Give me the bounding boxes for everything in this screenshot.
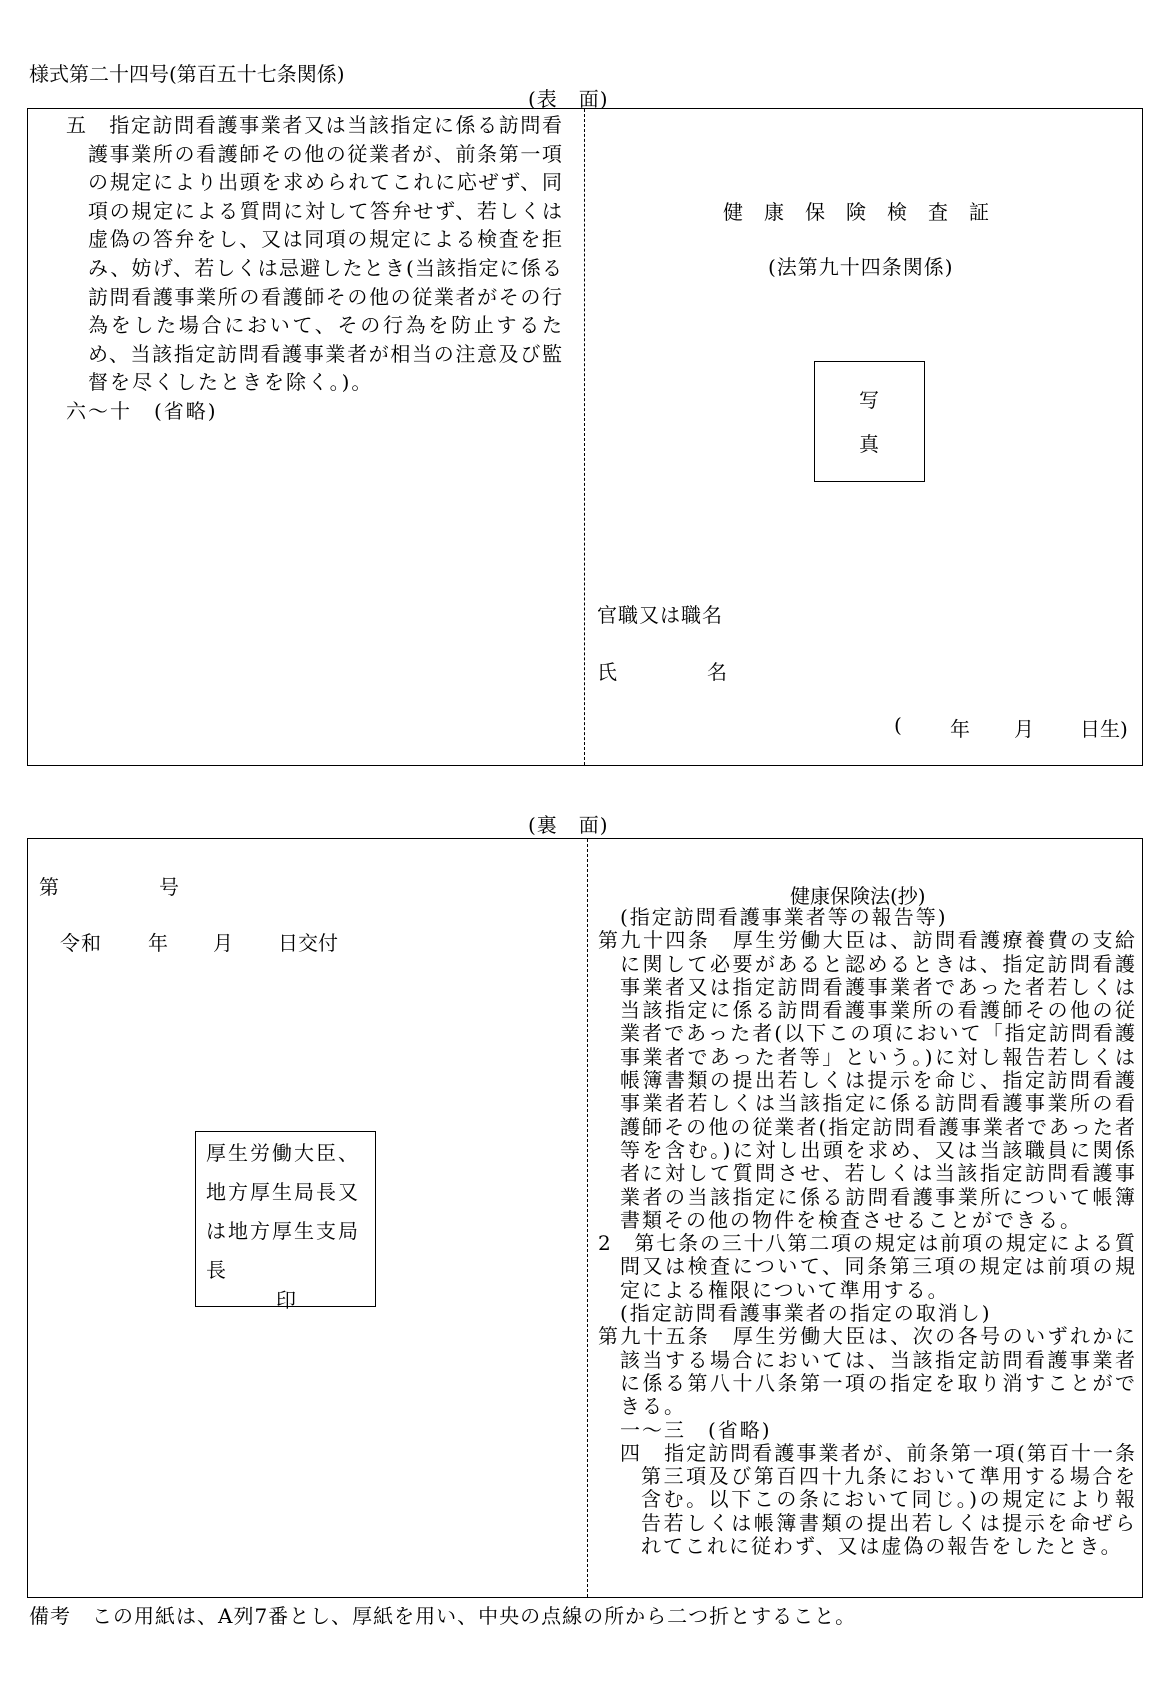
photo-box bbox=[814, 361, 925, 482]
text-line: 定による権限について準用する。 bbox=[620, 1277, 950, 1302]
text-line: に係る第八十八条第一項の指定を取り消すことがで bbox=[620, 1370, 1135, 1395]
position-label: 官職又は職名 bbox=[597, 603, 723, 627]
name-label-1: 氏 bbox=[597, 660, 617, 684]
law-text bbox=[598, 906, 1135, 1558]
seal-box bbox=[195, 1131, 376, 1312]
text-line: 該当する場合においては、当該指定訪問看護事業者 bbox=[620, 1347, 1135, 1372]
photo-label-1: 写 bbox=[859, 388, 879, 412]
front-left-text bbox=[66, 111, 562, 426]
text-line: 事業者であった者等」という。)に対し報告若しくは bbox=[620, 1044, 1135, 1069]
front-card bbox=[27, 108, 1143, 766]
text-line: め、当該指定訪問看護事業者が相当の注意及び監 bbox=[88, 341, 562, 366]
text-line: 業者の当該指定に係る訪問看護事業所について帳簿 bbox=[620, 1184, 1135, 1209]
form-title: 様式第二十四号(第百五十七条関係) bbox=[29, 62, 345, 86]
issue-month: 月 bbox=[213, 931, 233, 955]
text-line: 含む。以下この条において同じ。)の規定により報 bbox=[641, 1487, 1135, 1512]
text-line: 第九十五条 厚生労働大臣は、次の各号のいずれかに bbox=[598, 1324, 1135, 1349]
issue-day: 日交付 bbox=[278, 931, 338, 955]
seal-mark: 印 bbox=[276, 1288, 296, 1312]
text-line: 者に対して質問させ、若しくは当該指定訪問看護事 bbox=[620, 1161, 1135, 1186]
text-line: 第九十四条 厚生労働大臣は、訪問看護療養費の支給 bbox=[598, 928, 1135, 953]
seal-line: 地方厚生局長又 bbox=[206, 1180, 360, 1204]
photo-label-2: 真 bbox=[859, 432, 879, 456]
birth-day: 日生) bbox=[1080, 717, 1128, 741]
text-line: 訪問看護事業所の看護師その他の従業者がその行 bbox=[88, 284, 562, 309]
law-heading: (指定訪問看護事業者等の報告等) bbox=[620, 905, 948, 929]
text-line: 為をした場合において、その行為を防止するた bbox=[88, 313, 562, 338]
text-line: 六～十 (省略) bbox=[66, 398, 218, 423]
text-line: 護事業所の看護師その他の従業者が、前条第一項 bbox=[88, 141, 562, 166]
card-subtitle: (法第九十四条関係) bbox=[768, 255, 954, 279]
text-line: 問又は検査について、同条第三項の規定は前項の規 bbox=[620, 1254, 1135, 1279]
text-line: 等を含む。)に対し出頭を求め、又は当該職員に関係 bbox=[620, 1137, 1135, 1162]
text-line: 書類その他の物件を検査させることができる。 bbox=[620, 1207, 1082, 1232]
birth-month: 月 bbox=[1014, 717, 1034, 741]
text-line: 第三項及び第百四十九条において準用する場合を bbox=[641, 1464, 1135, 1489]
text-line: み、妨げ、若しくは忌避したとき(当該指定に係る bbox=[88, 255, 562, 280]
back-card bbox=[27, 838, 1143, 1598]
text-line: 五 指定訪問看護事業者又は当該指定に係る訪問看 bbox=[66, 113, 562, 137]
text-line: 事業者若しくは当該指定に係る訪問看護事業所の看 bbox=[620, 1091, 1135, 1116]
seal-line: 厚生労働大臣、 bbox=[206, 1141, 360, 1165]
front-side-label: (表 面) bbox=[528, 87, 609, 111]
issue-era: 令和 bbox=[60, 931, 102, 955]
card-title: 健康保険検査証 bbox=[723, 200, 1010, 224]
law-title: 健康保険法(抄) bbox=[790, 884, 926, 908]
seal-line: 長 bbox=[206, 1258, 226, 1282]
seal-line: は地方厚生支局 bbox=[206, 1219, 360, 1243]
text-line: 四 指定訪問看護事業者が、前条第一項(第百十一条 bbox=[620, 1440, 1135, 1465]
number-prefix: 第 bbox=[39, 875, 59, 899]
law-heading: (指定訪問看護事業者の指定の取消し) bbox=[620, 1301, 992, 1326]
birth-year: 年 bbox=[950, 717, 970, 741]
back-side-label: (裏 面) bbox=[528, 813, 609, 837]
text-line: 項の規定による質問に対して答弁せず、若しくは bbox=[88, 198, 562, 223]
text-line: 2 第七条の三十八第二項の規定は前項の規定による質 bbox=[598, 1231, 1135, 1256]
text-line: 護師その他の従業者(指定訪問看護事業者であった者 bbox=[620, 1114, 1135, 1139]
issue-year: 年 bbox=[148, 931, 168, 955]
fold-line bbox=[587, 839, 588, 1597]
number-suffix: 号 bbox=[159, 875, 179, 899]
text-line: 虚偽の答弁をし、又は同項の規定による検査を拒 bbox=[88, 227, 562, 252]
text-line: 事業者又は指定訪問看護事業者であった者若しくは bbox=[620, 974, 1135, 999]
text-line: 帳簿書類の提出若しくは提示を命じ、指定訪問看護 bbox=[620, 1068, 1135, 1093]
text-line: れてこれに従わず、又は虚偽の報告をしたとき。 bbox=[641, 1534, 1123, 1559]
text-line: きる。 bbox=[620, 1394, 686, 1419]
text-line: 告若しくは帳簿書類の提出若しくは提示を命ぜら bbox=[641, 1510, 1135, 1535]
text-line: 一～三 (省略) bbox=[620, 1417, 772, 1442]
name-label-2: 名 bbox=[707, 660, 727, 684]
text-line: 当該指定に係る訪問看護事業所の看護師その他の従 bbox=[620, 998, 1135, 1023]
text-line: 督を尽くしたときを除く。)。 bbox=[88, 370, 374, 395]
fold-line bbox=[584, 109, 585, 765]
birth-open: ( bbox=[894, 713, 902, 737]
note: 備考 この用紙は、A列7番とし、厚紙を用い、中央の点線の所から二つ折とすること。 bbox=[29, 1604, 857, 1628]
text-line: の規定により出頭を求められてこれに応ぜず、同 bbox=[88, 170, 562, 195]
text-line: に関して必要があると認めるときは、指定訪問看護 bbox=[620, 951, 1135, 976]
text-line: 業者であった者(以下この項において「指定訪問看護 bbox=[620, 1021, 1135, 1046]
